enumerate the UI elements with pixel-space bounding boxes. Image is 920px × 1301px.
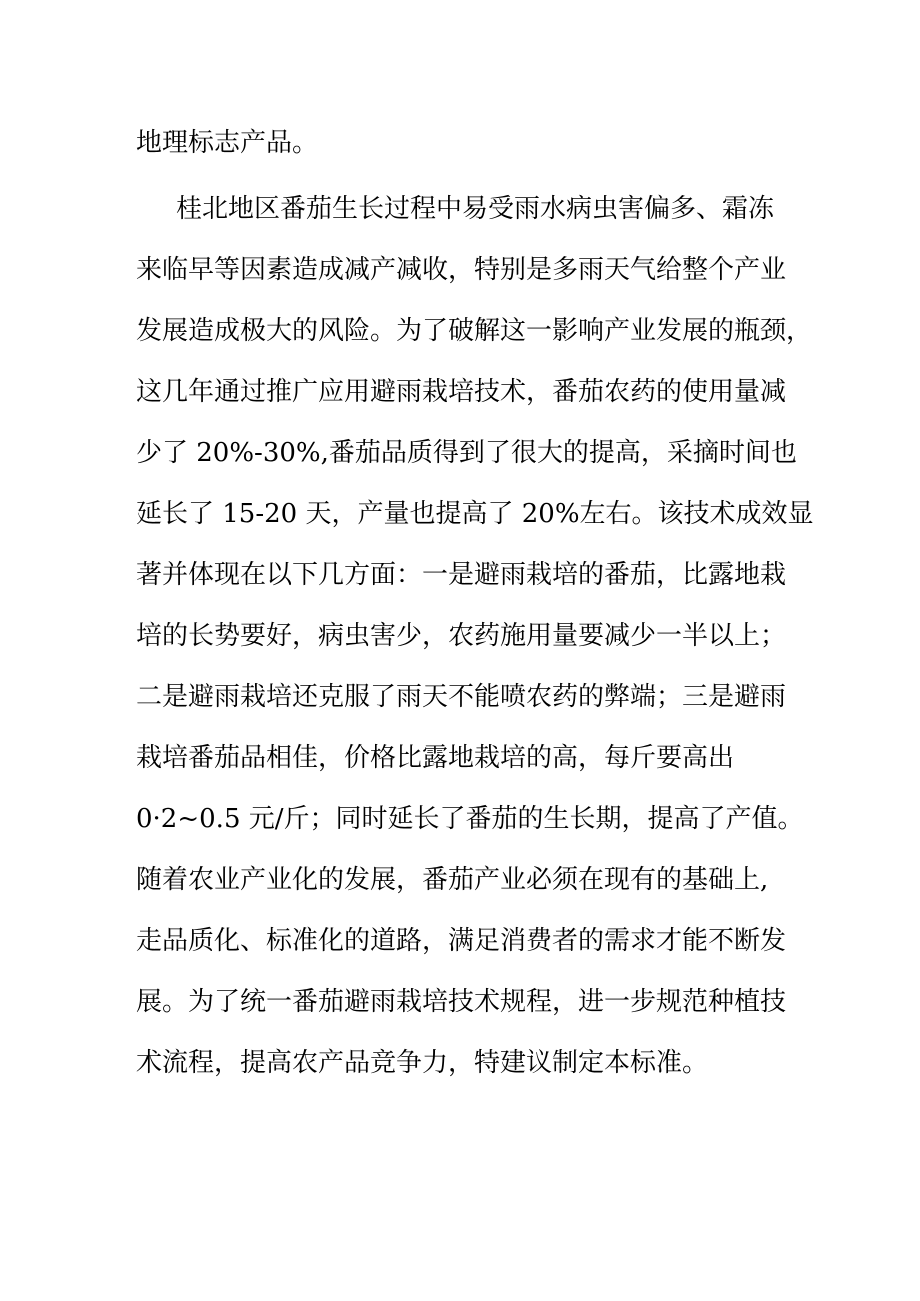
text-line: 随着农业产业化的发展，番茄产业必须在现有的基础上, (136, 865, 769, 895)
text-line: 二是避雨栽培还克服了雨天不能喷农药的弊端；三是避雨 (136, 682, 787, 712)
text-line: 术流程，提高农产品竞争力，特建议制定本标准。 (136, 1048, 709, 1078)
text-line: 0·2~0.5 元/斤；同时延长了番茄的生长期，提高了产值。 (136, 804, 804, 834)
text-line: 少了 20%-30%,番茄品质得到了很大的提高，采摘时间也 (136, 438, 797, 468)
text-line: 延长了 15-20 天，产量也提高了 20%左右。该技术成效显 (136, 499, 814, 529)
text-line: 来临早等因素造成减产减收，特别是多雨天气给整个产业 (136, 255, 787, 285)
text-line: 发展造成极大的风险。为了破解这一影响产业发展的瓶颈， (136, 316, 813, 346)
text-line: 栽培番茄品相佳，价格比露地栽培的高，每斤要高出 (136, 743, 735, 773)
text-line: 这几年通过推广应用避雨栽培技术，番茄农药的使用量减 (136, 377, 787, 407)
text-line: 桂北地区番茄生长过程中易受雨水病虫害偏多、霜冻 (176, 194, 775, 224)
text-line: 走品质化、标准化的道路，满足消费者的需求才能不断发 (136, 926, 787, 956)
text-line: 培的长势要好，病虫害少，农药施用量要减少一半以上； (136, 621, 787, 651)
text-line: 地理标志产品。 (136, 128, 319, 158)
text-line: 展。为了统一番茄避雨栽培技术规程，进一步规范种植技 (136, 987, 787, 1017)
text-line: 著并体现在以下几方面：一是避雨栽培的番茄，比露地栽 (136, 560, 787, 590)
